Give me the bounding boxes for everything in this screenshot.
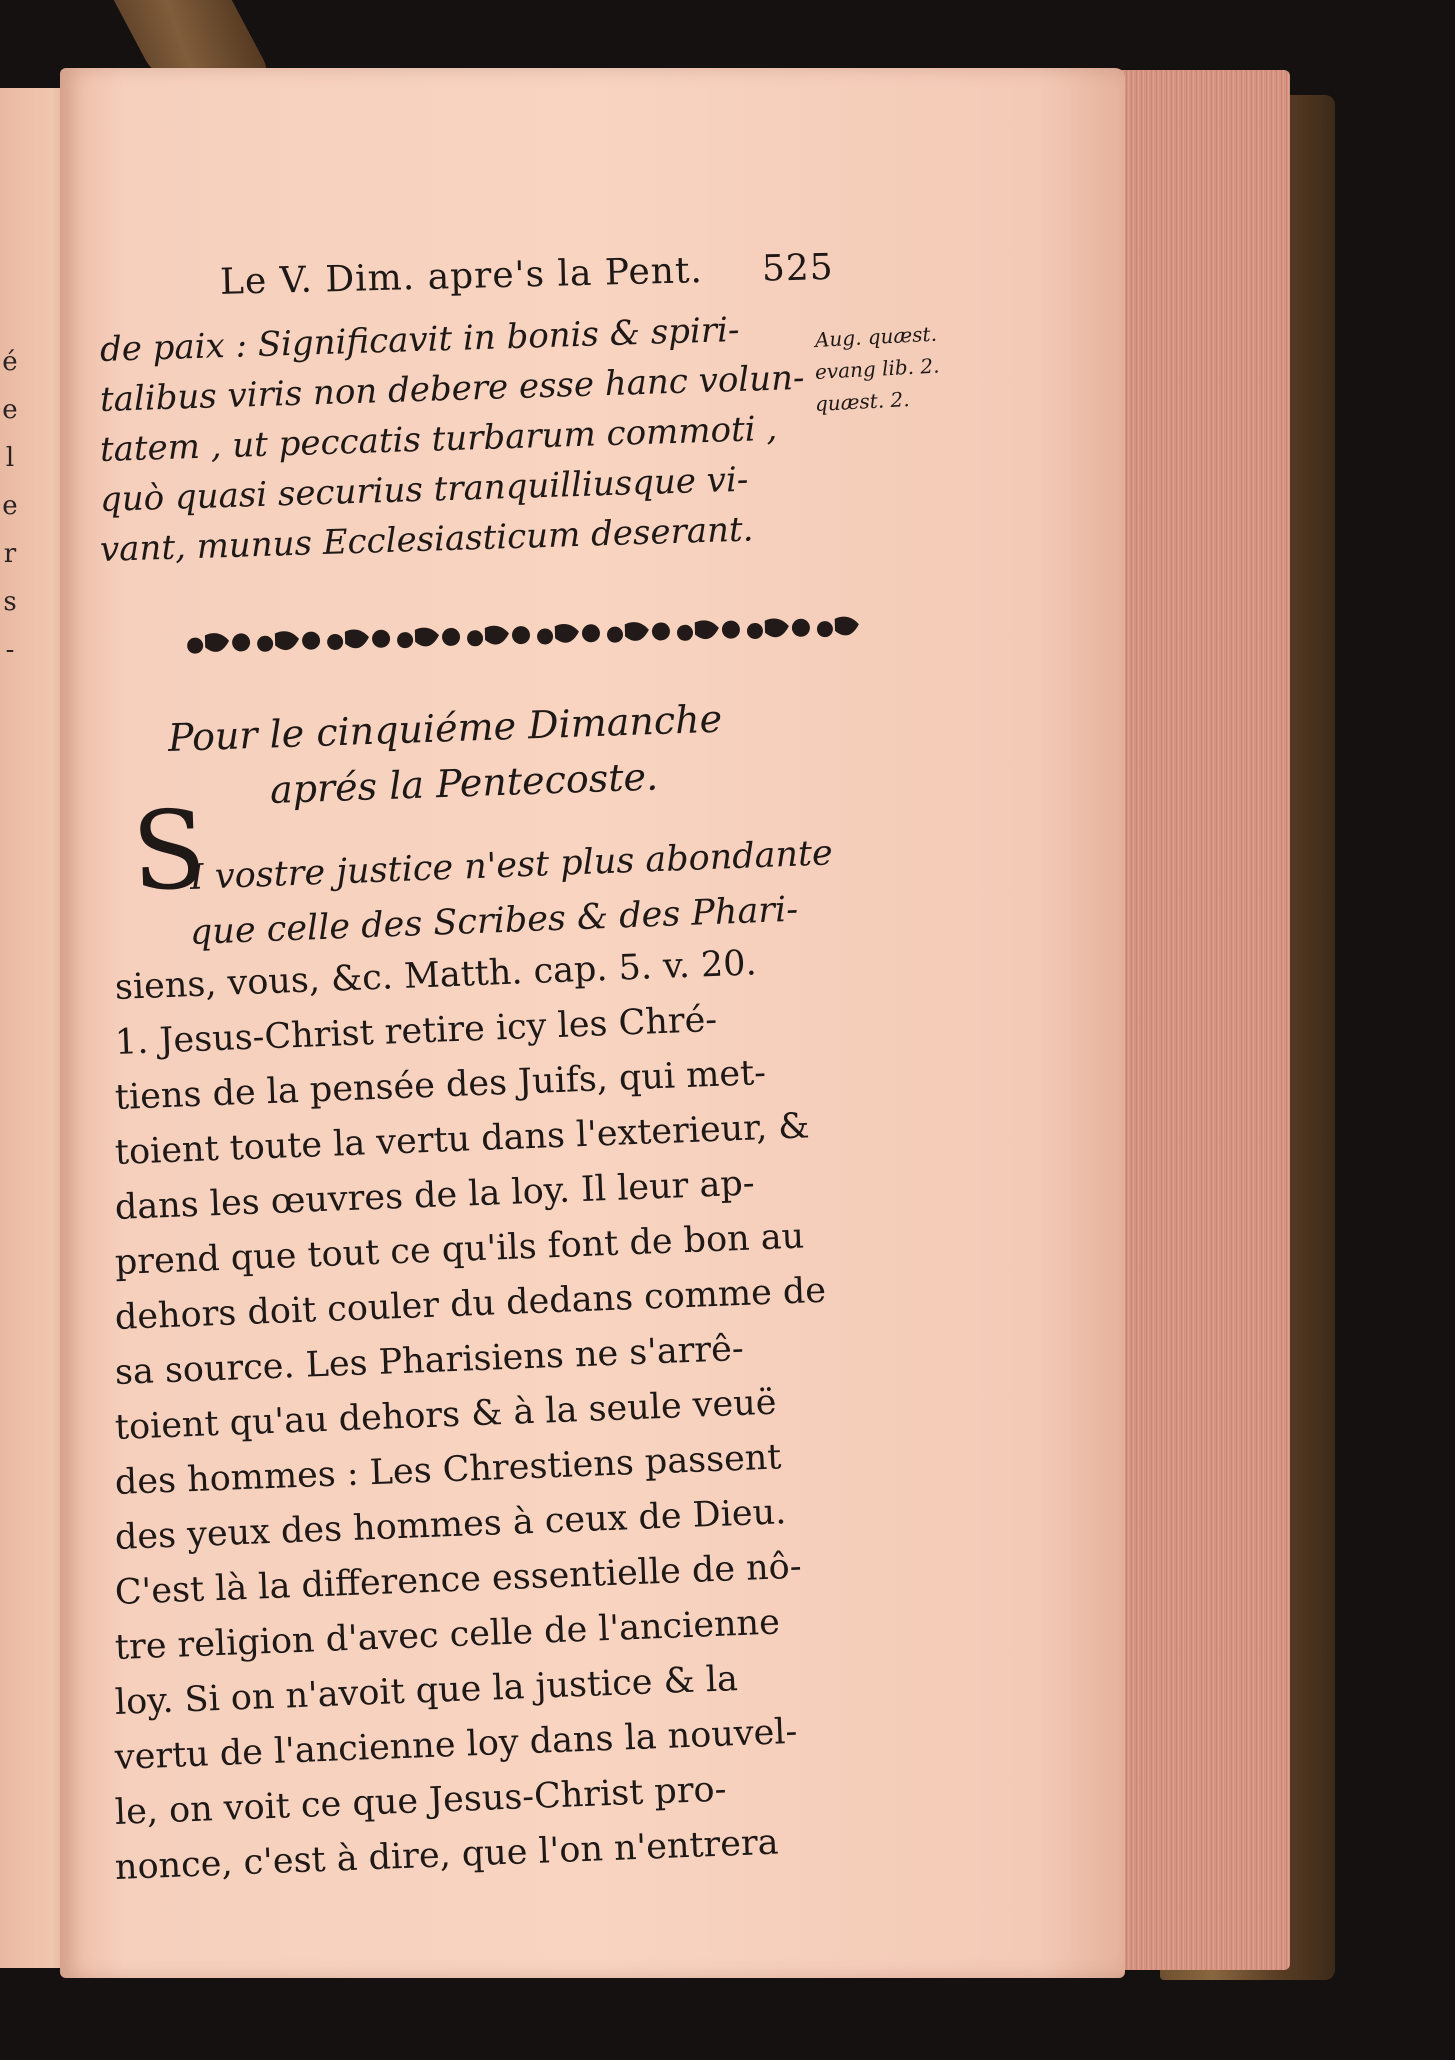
margin-note-line: evang lib. 2. bbox=[814, 353, 940, 384]
latin-line: vant, munus Ecclesiasticum deserant. bbox=[99, 509, 754, 570]
margin-note-line: Aug. quæst. bbox=[814, 321, 938, 352]
body-line: 1. Jesus-Christ retire icy les Chré- bbox=[114, 999, 718, 1063]
body-line: nonce, c'est à dire, que l'on n'entrera bbox=[114, 1822, 780, 1888]
body-line: tiens de la pensée des Juifs, qui met- bbox=[114, 1053, 767, 1118]
running-header bbox=[219, 246, 835, 303]
section-title-line: Pour le cinquiéme Dimanche bbox=[167, 696, 723, 760]
left-fragment: e bbox=[2, 395, 18, 425]
body-line: prend que tout ce qu'ils font de bon au bbox=[114, 1216, 805, 1283]
body-line: toient qu'au dehors & à la seule veuë bbox=[114, 1382, 778, 1448]
left-fragment: s bbox=[3, 587, 17, 617]
latin-line: tatem , ut peccatis turbarum commoti , bbox=[99, 408, 778, 470]
page-number: 525 bbox=[761, 246, 835, 290]
latin-line: talibus viris non debere esse hanc volun- bbox=[99, 357, 806, 420]
drop-cap: S bbox=[129, 787, 209, 916]
left-fragment: r bbox=[3, 539, 17, 569]
left-fragment: l bbox=[5, 443, 15, 473]
body-line: dans les œuvres de la loy. Il leur ap- bbox=[114, 1163, 756, 1228]
latin-line: quò quasi securius tranquilliusque vi- bbox=[99, 459, 749, 520]
body-line: sa source. Les Pharisiens ne s'arrê- bbox=[114, 1328, 745, 1393]
body-line: loy. Si on n'avoit que la justice & la bbox=[114, 1659, 739, 1723]
body-line: tre religion d'avec celle de l'ancienne bbox=[114, 1602, 781, 1668]
body-line: C'est là la difference essentielle de nô- bbox=[114, 1546, 803, 1613]
left-page-fragments bbox=[0, 338, 20, 674]
left-fragment: é bbox=[2, 347, 18, 377]
margin-note-line: quæst. 2. bbox=[814, 387, 911, 416]
running-title: Le V. Dim. apre's la Pent. bbox=[219, 250, 704, 303]
body-line: toient toute la vertu dans l'exterieur, & bbox=[114, 1106, 811, 1173]
body-line: des hommes : Les Chrestiens passent bbox=[114, 1437, 783, 1503]
right-page bbox=[60, 68, 1125, 1978]
section-title-line: aprés la Pentecoste. bbox=[269, 754, 659, 812]
left-fragment: - bbox=[5, 635, 15, 665]
body-line: le, on voit ce que Jesus-Christ pro- bbox=[114, 1769, 728, 1833]
body-line: que celle des Scribes & des Phari- bbox=[189, 889, 799, 953]
body-line: I vostre justice n'est plus abondante bbox=[189, 833, 834, 898]
body-line: vertu de l'ancienne loy dans la nouvel- bbox=[114, 1711, 799, 1778]
left-fragment: e bbox=[2, 491, 18, 521]
body-line: siens, vous, &c. Matth. cap. 5. v. 20. bbox=[114, 943, 758, 1008]
ornamental-rule bbox=[175, 604, 876, 666]
body-line: dehors doit couler du dedans comme de bbox=[114, 1270, 827, 1338]
body-line: des yeux des hommes à ceux de Dieu. bbox=[114, 1492, 787, 1558]
latin-line: de paix : Significavit in bonis & spiri- bbox=[99, 309, 741, 370]
